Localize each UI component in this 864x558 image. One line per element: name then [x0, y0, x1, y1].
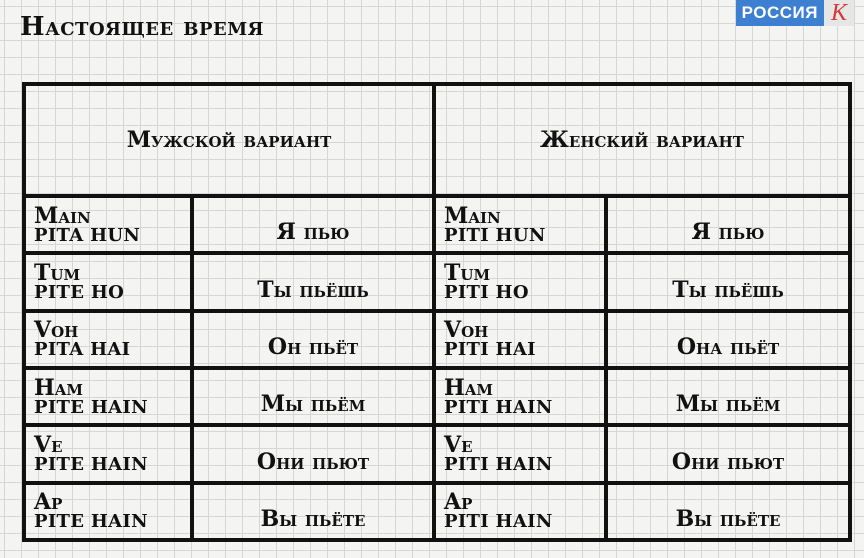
table-row	[24, 483, 850, 540]
page-title: Настоящее время	[20, 12, 265, 42]
female-translation-cell: Мы пьём	[606, 368, 850, 425]
pronoun: Tum	[444, 259, 491, 286]
male-transliteration-cell	[24, 368, 192, 425]
female-transliteration-cell	[434, 425, 606, 482]
verb-form: PITI HAIN	[444, 453, 553, 475]
pronoun: Ham	[444, 374, 494, 401]
female-transliteration-cell	[434, 196, 606, 253]
female-translation-cell: Она пьёт	[606, 311, 850, 368]
verb-form: PITA HAI	[34, 339, 131, 361]
male-translation-cell: Вы пьёте	[192, 483, 434, 540]
female-transliteration-cell	[434, 311, 606, 368]
female-column-header: Женский вариант	[434, 84, 850, 196]
pronoun: Tum	[34, 259, 81, 286]
verb-form: PITE HAIN	[34, 511, 148, 533]
female-translation-cell: Ты пьёшь	[606, 253, 850, 310]
channel-letter-icon: К	[824, 0, 854, 26]
male-translation-cell: Я пью	[192, 196, 434, 253]
verb-form: PITE HAIN	[34, 396, 148, 418]
verb-form: PITI HUN	[444, 224, 546, 246]
table-row	[24, 253, 850, 310]
verb-form: PITE HO	[34, 281, 125, 303]
male-translation-cell: Мы пьём	[192, 368, 434, 425]
male-translation-cell: Он пьёт	[192, 311, 434, 368]
female-transliteration-cell	[434, 368, 606, 425]
male-transliteration-cell	[24, 425, 192, 482]
pronoun: Ve	[34, 431, 63, 458]
male-transliteration-cell	[24, 483, 192, 540]
channel-name: РОССИЯ	[736, 0, 824, 26]
pronoun: Ap	[444, 489, 473, 516]
female-translation-cell: Они пьют	[606, 425, 850, 482]
female-transliteration-cell	[434, 483, 606, 540]
verb-form: PITI HAI	[444, 339, 536, 361]
female-translation-cell: Вы пьёте	[606, 483, 850, 540]
verb-form: PITA HUN	[34, 224, 141, 246]
verb-form: PITI HAIN	[444, 396, 553, 418]
female-translation-cell: Я пью	[606, 196, 850, 253]
channel-logo	[736, 0, 854, 26]
male-column-header: Мужской вариант	[24, 84, 434, 196]
verb-form: PITE HAIN	[34, 453, 148, 475]
pronoun: Ham	[34, 374, 84, 401]
female-transliteration-cell	[434, 253, 606, 310]
pronoun: Ve	[444, 431, 473, 458]
male-translation-cell: Ты пьёшь	[192, 253, 434, 310]
table-row	[24, 196, 850, 253]
male-transliteration-cell	[24, 311, 192, 368]
male-translation-cell: Они пьют	[192, 425, 434, 482]
pronoun: Main	[444, 202, 501, 229]
conjugation-table	[22, 82, 852, 542]
pronoun: Main	[34, 202, 91, 229]
table-row	[24, 425, 850, 482]
pronoun: Voh	[34, 317, 79, 344]
verb-form: PITI HO	[444, 281, 529, 303]
table-row	[24, 368, 850, 425]
pronoun: Voh	[444, 317, 489, 344]
table-row	[24, 311, 850, 368]
pronoun: Ap	[34, 489, 63, 516]
male-transliteration-cell	[24, 196, 192, 253]
table-header-row	[24, 84, 850, 196]
verb-form: PITI HAIN	[444, 511, 553, 533]
male-transliteration-cell	[24, 253, 192, 310]
